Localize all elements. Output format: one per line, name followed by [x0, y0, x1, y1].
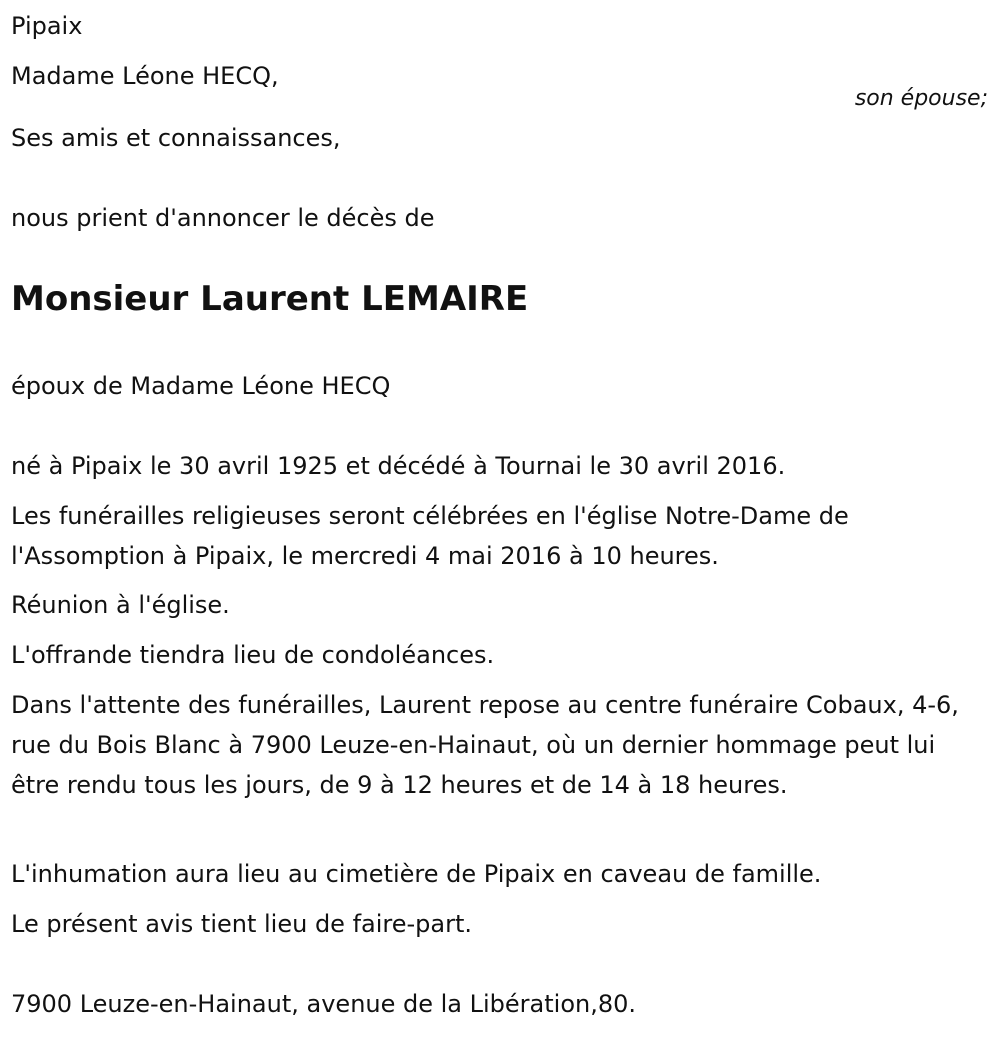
- meeting-line: Réunion à l'église.: [11, 591, 230, 619]
- friends-line: Ses amis et connaissances,: [11, 124, 341, 152]
- birth-death-line: né à Pipaix le 30 avril 1925 et décédé à Tournai le 30 avril 2016.: [11, 452, 786, 480]
- notice-statement-line: Le présent avis tient lieu de faire-part.: [11, 910, 473, 938]
- spouse-role: son épouse;: [854, 86, 988, 111]
- spouse-line: Madame Léone HECQ,: [11, 62, 279, 90]
- offering-line: L'offrande tiendra lieu de condoléances.: [11, 641, 495, 669]
- announcement-line: nous prient d'annoncer le décès de: [11, 204, 435, 232]
- burial-line: L'inhumation aura lieu au cimetière de Pipaix en caveau de famille.: [11, 860, 822, 888]
- address-line: 7900 Leuze-en-Hainaut, avenue de la Libération,80.: [11, 990, 637, 1018]
- spouse-of-line: époux de Madame Léone HECQ: [11, 372, 391, 400]
- location-line: Pipaix: [11, 12, 83, 40]
- deceased-name: Monsieur Laurent LEMAIRE: [11, 279, 529, 319]
- funeral-paragraph: Les funérailles religieuses seront célébrées en l'église Notre-Dame de l'Assomption à Pipaix, le mercredi 4 mai 2016 à 10 heures.: [11, 502, 849, 570]
- visitation-paragraph: Dans l'attente des funérailles, Laurent repose au centre funéraire Cobaux, 4-6, rue du Bois Blanc à 7900 Leuze-en-Hainaut, où un dernier hommage peut lui être rendu tous les jours, de 9 à 12 heures et de 14 à 18 heures.: [11, 691, 959, 799]
